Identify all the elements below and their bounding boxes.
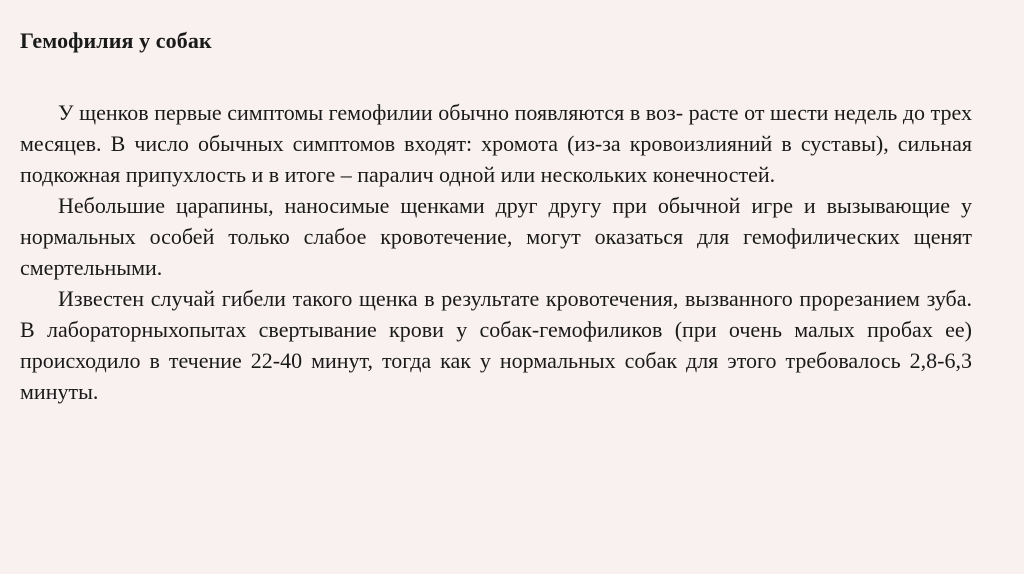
page-title: Гемофилия у собак — [20, 28, 212, 53]
paragraph-scratches: Небольшие царапины, наносимые щенками друг другу при обычной игре и вызывающие у нормальных особей только слабое кровотечение, могут оказаться для гемофилических щенят смертельными. — [20, 193, 972, 280]
body-text — [20, 97, 972, 407]
paragraph-bleeding-case: Известен случай гибели такого щенка в результате кровотечения, вызванного прорезанием зуба. В лабораторныхопытах свертывание крови у собак-гемофиликов (при очень малых пробах ее) происходило в течение 22-40 минут, тогда как у нормальных собак для этого требовалось 2,8-6,3 минуты. — [20, 286, 972, 404]
paragraph-symptoms: У щенков первые симптомы гемофилии обычно появляются в воз- расте от шести недель до трех месяцев. В число обычных симптомов входят: хромота (из-за кровоизлияний в суставы), сильная подкожная припухлость и в итоге – паралич одной или нескольких конечностей. — [20, 100, 972, 187]
